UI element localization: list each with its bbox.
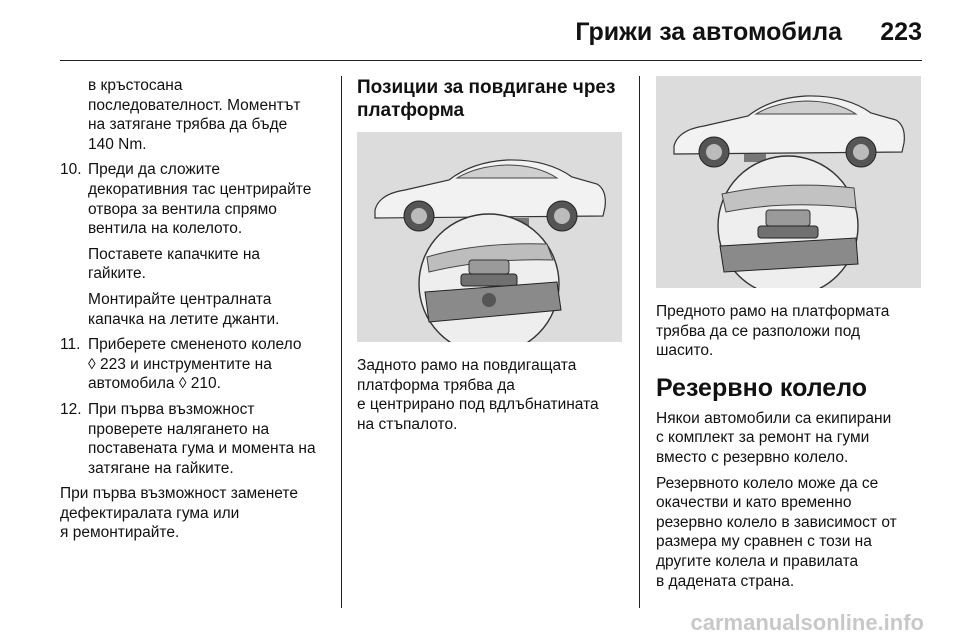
- right-column: [656, 76, 924, 597]
- column-divider-left: [341, 76, 342, 608]
- item-number: 12.: [60, 400, 82, 418]
- page-number: 223: [880, 18, 922, 46]
- car-on-lift-rear-svg: [357, 132, 622, 342]
- text-line: е центрирано под вдлъбнатината: [357, 396, 599, 414]
- text-line: отвора за вентила спрямо: [88, 200, 277, 218]
- text-line: резервно колело в зависимост от: [656, 513, 897, 531]
- text-line: проверете налягането на: [88, 420, 270, 438]
- text-line: на стъпалото.: [357, 415, 458, 433]
- text-line: дефектиралата гума или: [60, 504, 240, 522]
- paragraph: [656, 474, 924, 592]
- paragraph: [88, 400, 316, 478]
- continuation-text: [60, 76, 332, 154]
- text-line: Някои автомобили са екипирани: [656, 409, 892, 427]
- section-heading: [357, 76, 627, 122]
- paragraph: [656, 409, 924, 468]
- item-number: 11.: [60, 336, 81, 354]
- text-line: другите колела и правилата: [656, 552, 859, 570]
- text-line: Монтирайте централната: [88, 290, 272, 308]
- text-line: я ремонтирайте.: [60, 524, 180, 542]
- front-lift-point-illustration: [656, 76, 921, 288]
- paragraph: [88, 160, 311, 238]
- text-line: шасито.: [656, 342, 714, 360]
- figure-caption: [357, 356, 627, 434]
- text-line: вместо с резервно колело.: [656, 448, 849, 466]
- text-line: затягане на гайките.: [88, 459, 234, 477]
- middle-column: [357, 76, 627, 440]
- cross-reference-link[interactable]: ◊ 223 и инструментите на: [88, 355, 272, 373]
- item-number: 10.: [60, 161, 82, 179]
- header-rule: [60, 60, 922, 61]
- heading-line: Позиции за повдигане чрез: [357, 77, 616, 98]
- heading-line: платформа: [357, 100, 465, 121]
- text-line: окачестви и като временно: [656, 494, 852, 512]
- text-line: При първа възможност: [88, 400, 255, 418]
- paragraph: [88, 245, 311, 284]
- text-line: трябва да се разположи под: [656, 322, 861, 340]
- item-body: [88, 335, 301, 394]
- text-line: платформа трябва да: [357, 376, 515, 394]
- text-line: размера му сравнен с този на: [656, 533, 872, 551]
- list-item-10: [60, 160, 332, 329]
- text-line: декоративния тас центрирайте: [88, 180, 312, 198]
- figure-caption: [656, 302, 924, 361]
- text-line: Преди да сложите: [88, 161, 221, 179]
- text-line: в дадената страна.: [656, 572, 795, 590]
- closing-paragraph: [60, 484, 332, 543]
- text-line: 140 Nm.: [88, 135, 147, 153]
- car-on-lift-front-svg: [656, 76, 921, 288]
- text-line: на затягане трябва да бъде: [88, 116, 288, 134]
- column-divider-right: [639, 76, 640, 608]
- item-body: [88, 160, 311, 329]
- header-title: Грижи за автомобила: [575, 18, 842, 46]
- text-line: Поставете капачките на: [88, 245, 261, 263]
- paragraph: [88, 335, 301, 394]
- text-line: При първа възможност заменете: [60, 485, 298, 503]
- text-line: в кръстосана: [88, 77, 183, 94]
- paragraph: [88, 290, 311, 329]
- text-line: гайките.: [88, 265, 146, 283]
- spare-wheel-heading: Резервно колело: [656, 373, 868, 402]
- left-column: [60, 76, 332, 549]
- text-line: поставената гума и момента на: [88, 440, 316, 458]
- text-line: Задното рамо на повдигащата: [357, 357, 577, 374]
- text-line: Резервното колело може да се: [656, 474, 879, 492]
- list-item-11: [60, 335, 332, 394]
- item-body: [88, 400, 316, 478]
- text-line: последователност. Моментът: [88, 96, 301, 114]
- text-line: Предното рамо на платформата: [656, 303, 890, 320]
- text-line: капачка на летите джанти.: [88, 310, 280, 328]
- text-line: Приберете смененото колело: [88, 336, 302, 354]
- cross-reference-link[interactable]: автомобила ◊ 210.: [88, 375, 221, 393]
- rear-lift-point-illustration: [357, 132, 622, 342]
- text-line: вентила на колелото.: [88, 220, 243, 238]
- list-item-12: [60, 400, 332, 478]
- watermark: carmanualsonline.info: [690, 610, 924, 635]
- text-line: с комплект за ремонт на гуми: [656, 429, 870, 447]
